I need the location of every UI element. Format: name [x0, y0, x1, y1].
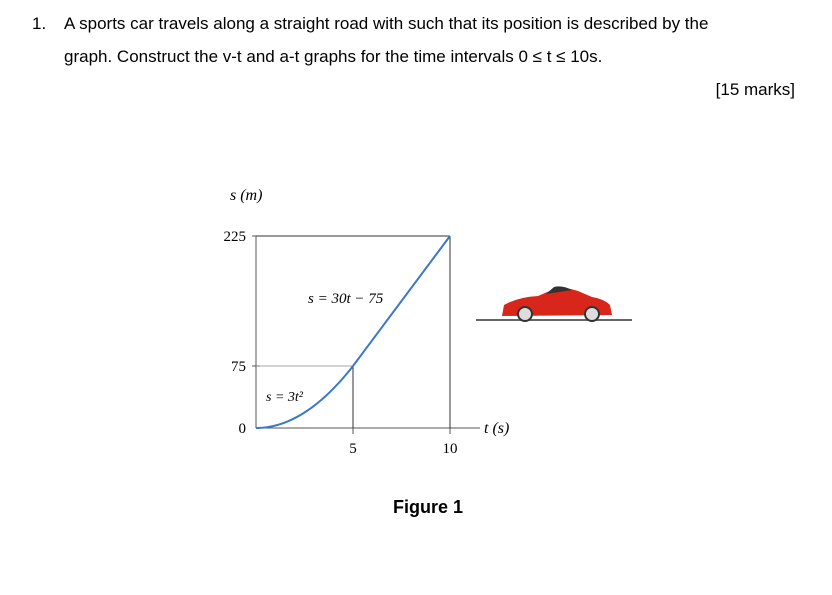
figure-caption: Figure 1 — [392, 497, 463, 517]
marks-label: [15 marks] — [715, 80, 795, 99]
position-time-graph — [200, 170, 660, 480]
red-sports-car-icon — [476, 286, 632, 321]
car-front-wheel — [518, 307, 532, 321]
y-tick-label-0: 0 — [238, 421, 246, 437]
question-text-line-1: A sports car travels along a straight road with such that its position is described by the — [64, 14, 709, 33]
equation-linear: s = 30t − 75 — [308, 291, 384, 307]
y-axis-label: s (m) — [230, 187, 263, 204]
x-axis-label: t (s) — [484, 420, 510, 437]
x-tick-label-5: 5 — [349, 441, 357, 457]
x-tick-label-10: 10 — [442, 441, 458, 457]
car-rear-wheel — [585, 307, 599, 321]
y-tick-label-75: 75 — [231, 359, 246, 375]
question-number: 1. — [32, 14, 47, 33]
position-time-figure — [200, 170, 660, 480]
equation-parabola: s = 3t² — [266, 390, 303, 405]
question-text-line-2: graph. Construct the v-t and a-t graphs for the time intervals 0 ≤ t ≤ 10s. — [64, 47, 603, 66]
y-tick-label-225: 225 — [223, 229, 246, 245]
